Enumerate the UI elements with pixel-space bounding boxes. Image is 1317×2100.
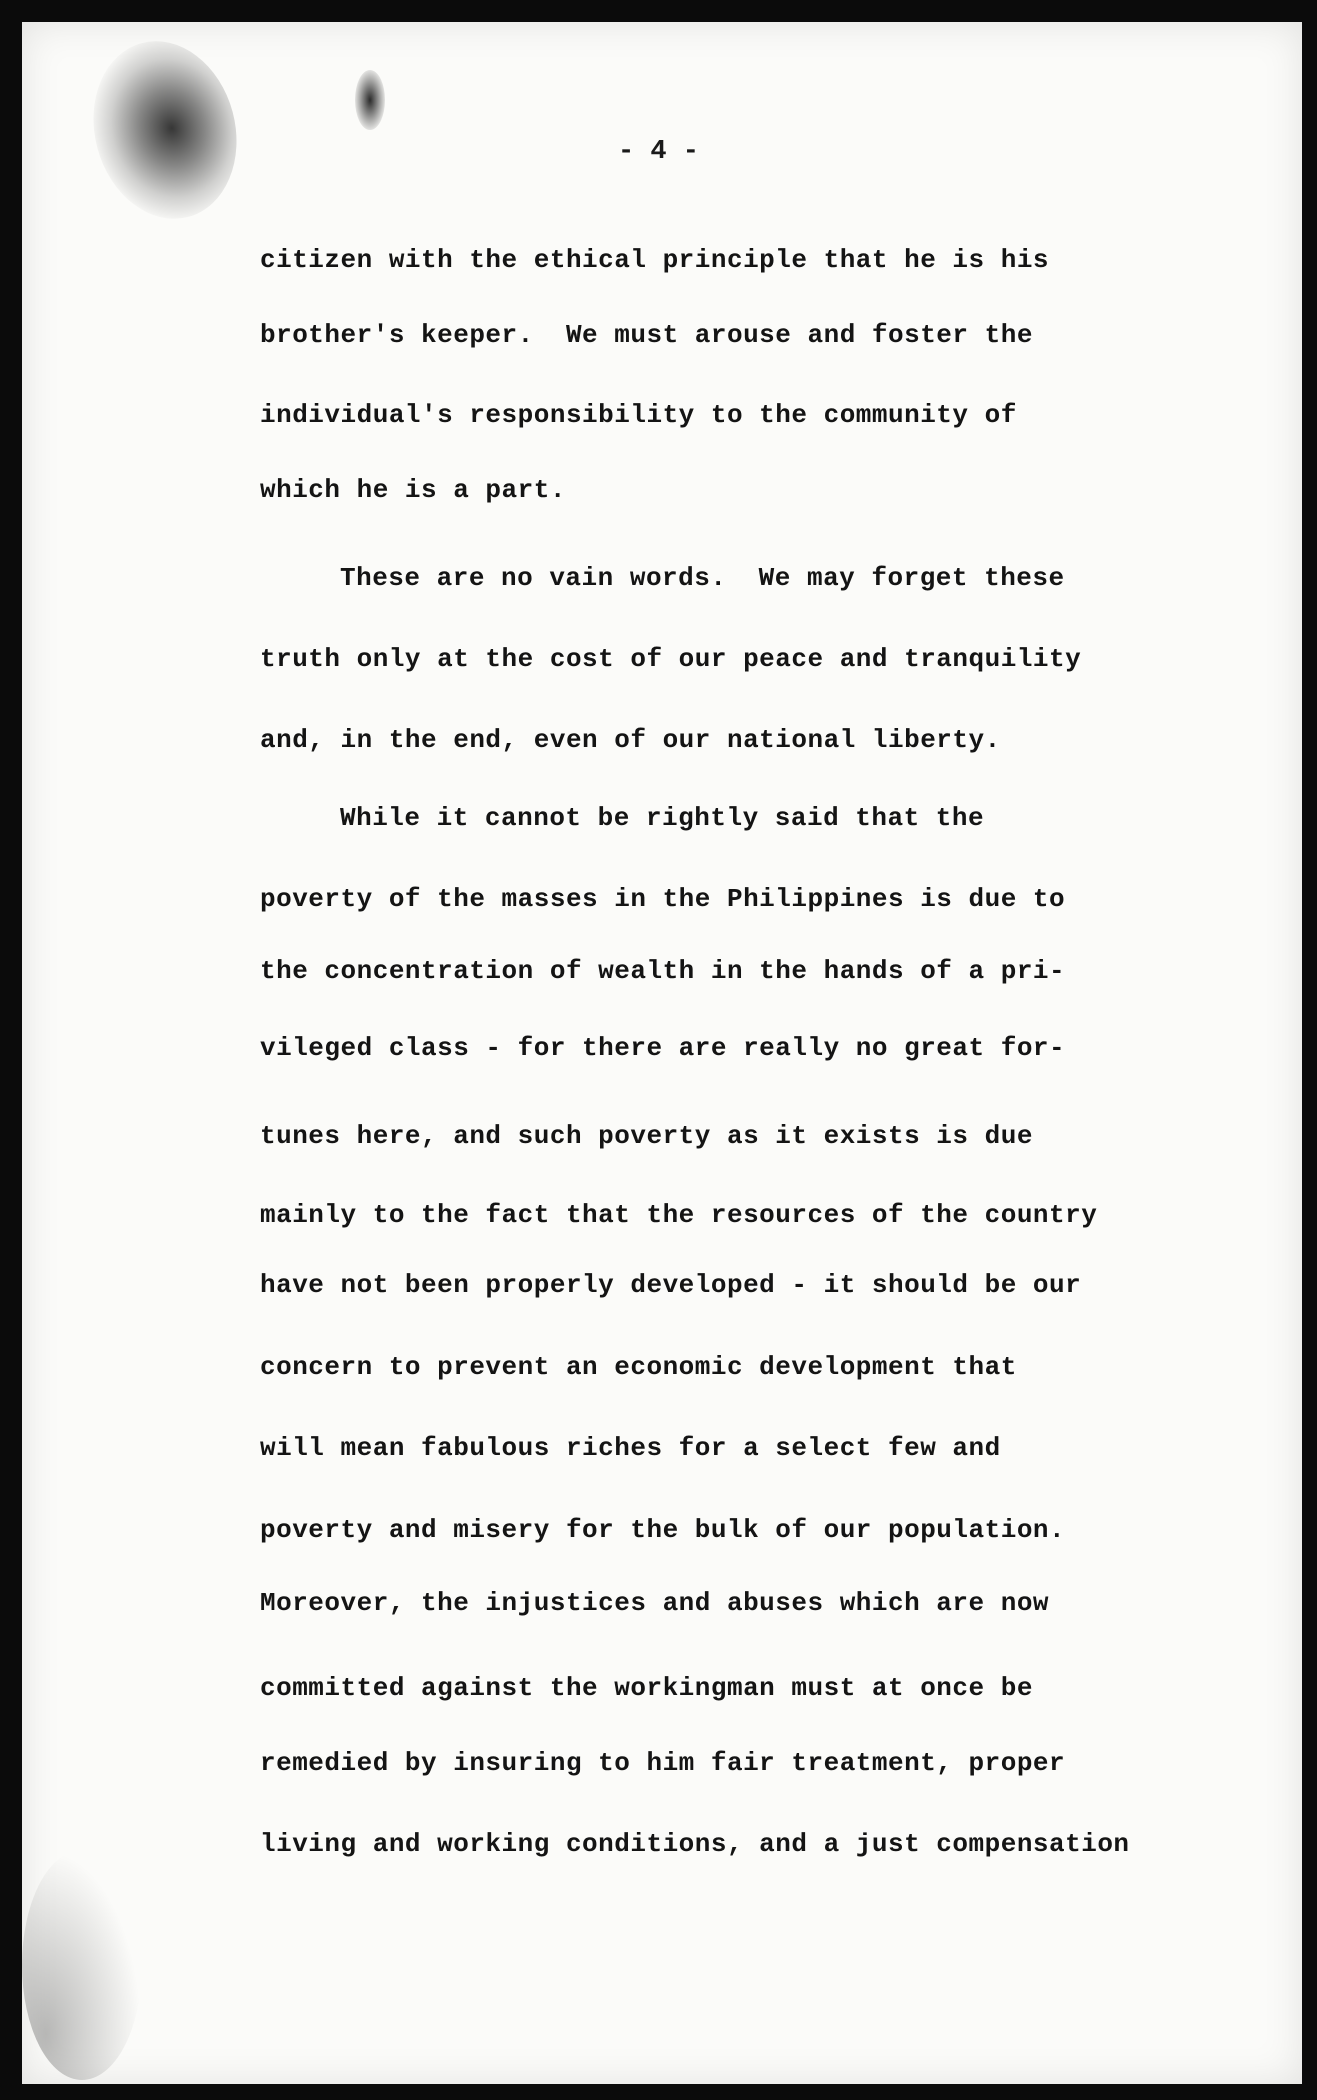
body-line: These are no vain words. We may forget these (340, 563, 1065, 593)
body-line: poverty and misery for the bulk of our population. (260, 1515, 1066, 1545)
body-line: committed against the workingman must at once be (260, 1673, 1033, 1703)
body-line: Moreover, the injustices and abuses which are now (260, 1588, 1050, 1618)
body-line: citizen with the ethical principle that he is his (260, 245, 1050, 275)
body-line: which he is a part. (260, 475, 566, 505)
body-line: truth only at the cost of our peace and tranquility (260, 644, 1082, 674)
body-line: remedied by insuring to him fair treatment, proper (260, 1748, 1066, 1778)
body-line: tunes here, and such poverty as it exists is due (260, 1121, 1033, 1151)
body-line: living and working conditions, and a just compensation (260, 1829, 1130, 1859)
body-line: While it cannot be rightly said that the (340, 803, 985, 833)
body-line: have not been properly developed - it should be our (260, 1270, 1082, 1300)
body-line: concern to prevent an economic development that (260, 1352, 1017, 1382)
body-line: the concentration of wealth in the hands of a pri- (260, 956, 1066, 986)
body-line: will mean fabulous riches for a select few and (260, 1433, 1001, 1463)
body-line: vileged class - for there are really no great for- (260, 1033, 1066, 1063)
body-line: poverty of the masses in the Philippines is due to (260, 884, 1066, 914)
body-line: and, in the end, even of our national liberty. (260, 725, 1001, 755)
body-line: individual's responsibility to the community of (260, 400, 1017, 430)
page-number: - 4 - (617, 137, 699, 167)
body-line: mainly to the fact that the resources of the country (260, 1200, 1098, 1230)
body-line: brother's keeper. We must arouse and foster the (260, 320, 1033, 350)
